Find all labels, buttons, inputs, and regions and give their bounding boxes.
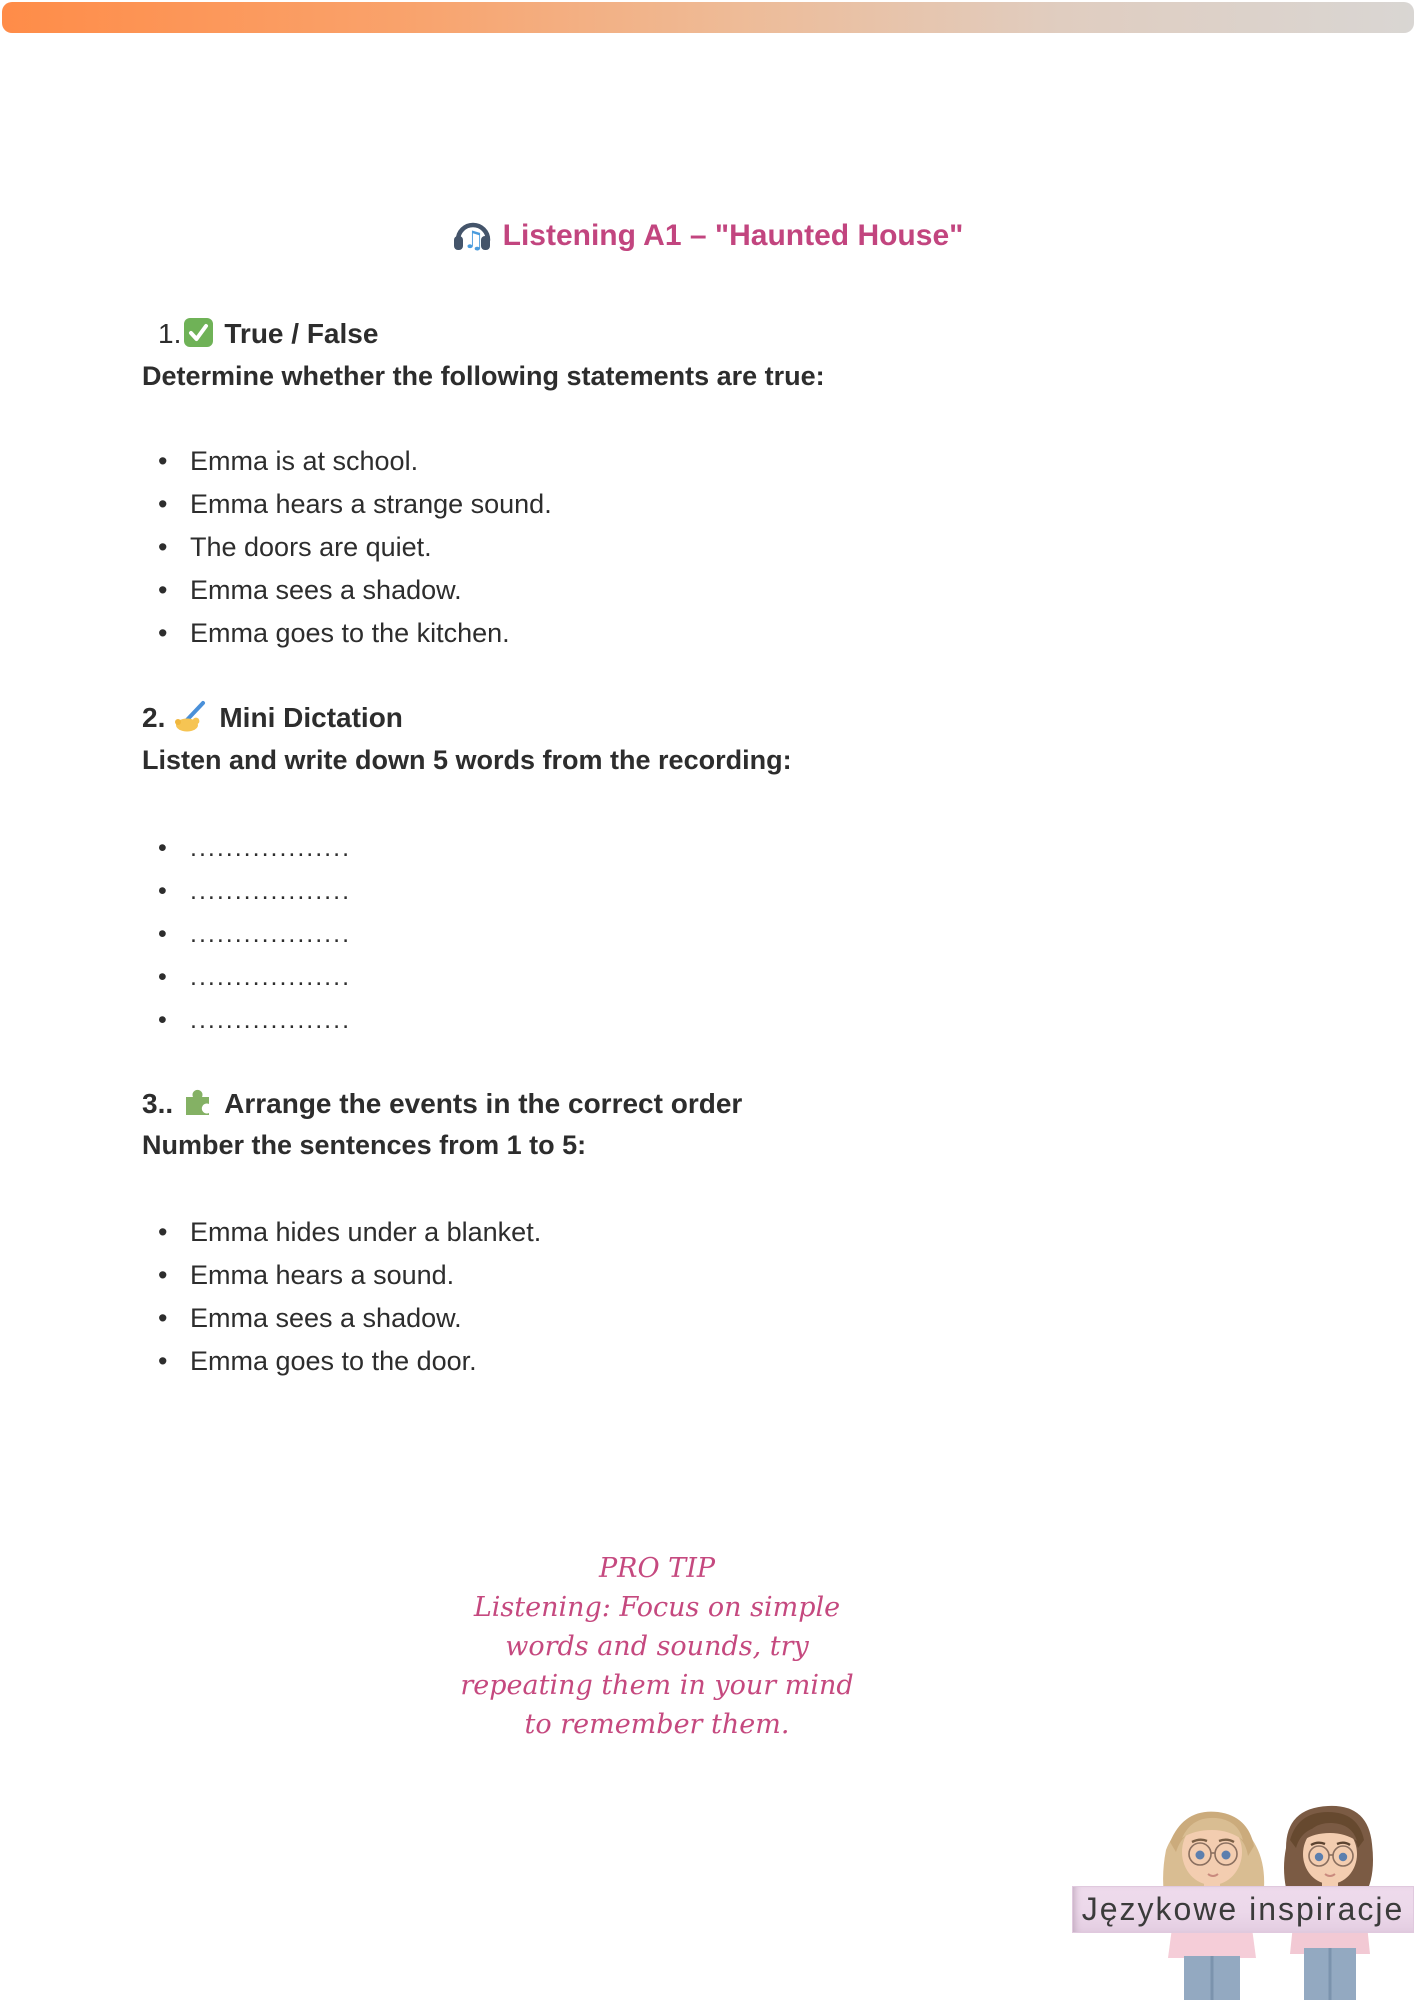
list-item: • Emma goes to the door.: [190, 1340, 541, 1383]
section-2-number: 2.: [142, 702, 166, 733]
dictation-line: • ..................: [190, 913, 351, 956]
dictation-line: • ..................: [190, 870, 351, 913]
list-item: • The doors are quiet.: [190, 526, 552, 569]
section-3-header: [142, 1085, 742, 1127]
list-item: • Emma sees a shadow.: [190, 1297, 541, 1340]
pro-tip-line: Listening: Focus on simple: [473, 1592, 841, 1623]
section-2-heading: Mini Dictation: [219, 702, 403, 733]
dictation-line: • ..................: [190, 999, 351, 1042]
top-gradient-bar: [2, 2, 1414, 33]
pro-tip-line: words and sounds, try: [505, 1631, 809, 1662]
section-3-list: [190, 1211, 541, 1383]
puzzle-icon: [181, 1085, 214, 1127]
pro-tip-line: to remember them.: [524, 1709, 790, 1740]
pro-tip-block: [0, 1549, 1314, 1744]
list-item: • Emma goes to the kitchen.: [190, 612, 552, 655]
list-item: • Emma is at school.: [190, 440, 552, 483]
section-1-instruction: Determine whether the following statements are true:: [142, 361, 825, 391]
pro-tip-line: repeating them in your mind: [460, 1670, 854, 1701]
section-2-header: [142, 700, 403, 741]
writing-hand-icon: [173, 700, 209, 741]
page-title-text: Listening A1 – "Haunted House": [502, 219, 964, 252]
section-1-heading: True / False: [224, 318, 379, 349]
section-3-heading: Arrange the events in the correct order: [224, 1088, 743, 1119]
list-item: • Emma hears a strange sound.: [190, 483, 552, 526]
section-1-header: [158, 316, 378, 357]
pro-tip-title: PRO TIP: [598, 1553, 716, 1584]
list-item: • Emma hides under a blanket.: [190, 1211, 541, 1254]
brand-banner: [1072, 1886, 1414, 1933]
section-2-list: [190, 827, 351, 1042]
dictation-line: • ..................: [190, 827, 351, 870]
headphones-music-icon: [451, 214, 493, 263]
check-icon: [183, 317, 214, 357]
list-item: • Emma sees a shadow.: [190, 569, 552, 612]
section-1-number: 1.: [158, 318, 182, 349]
dictation-line: • ..................: [190, 956, 351, 999]
section-2-instruction: Listen and write down 5 words from the recording:: [142, 745, 792, 775]
section-3-instruction: Number the sentences from 1 to 5:: [142, 1130, 587, 1160]
section-3-number: 3..: [142, 1088, 174, 1119]
list-item: • Emma hears a sound.: [190, 1254, 541, 1297]
page-title: [0, 214, 1414, 263]
section-1-list: [190, 440, 552, 655]
brand-name: Językowe inspiracje: [1081, 1891, 1405, 1927]
svg-text:♫: ♫: [462, 226, 485, 252]
